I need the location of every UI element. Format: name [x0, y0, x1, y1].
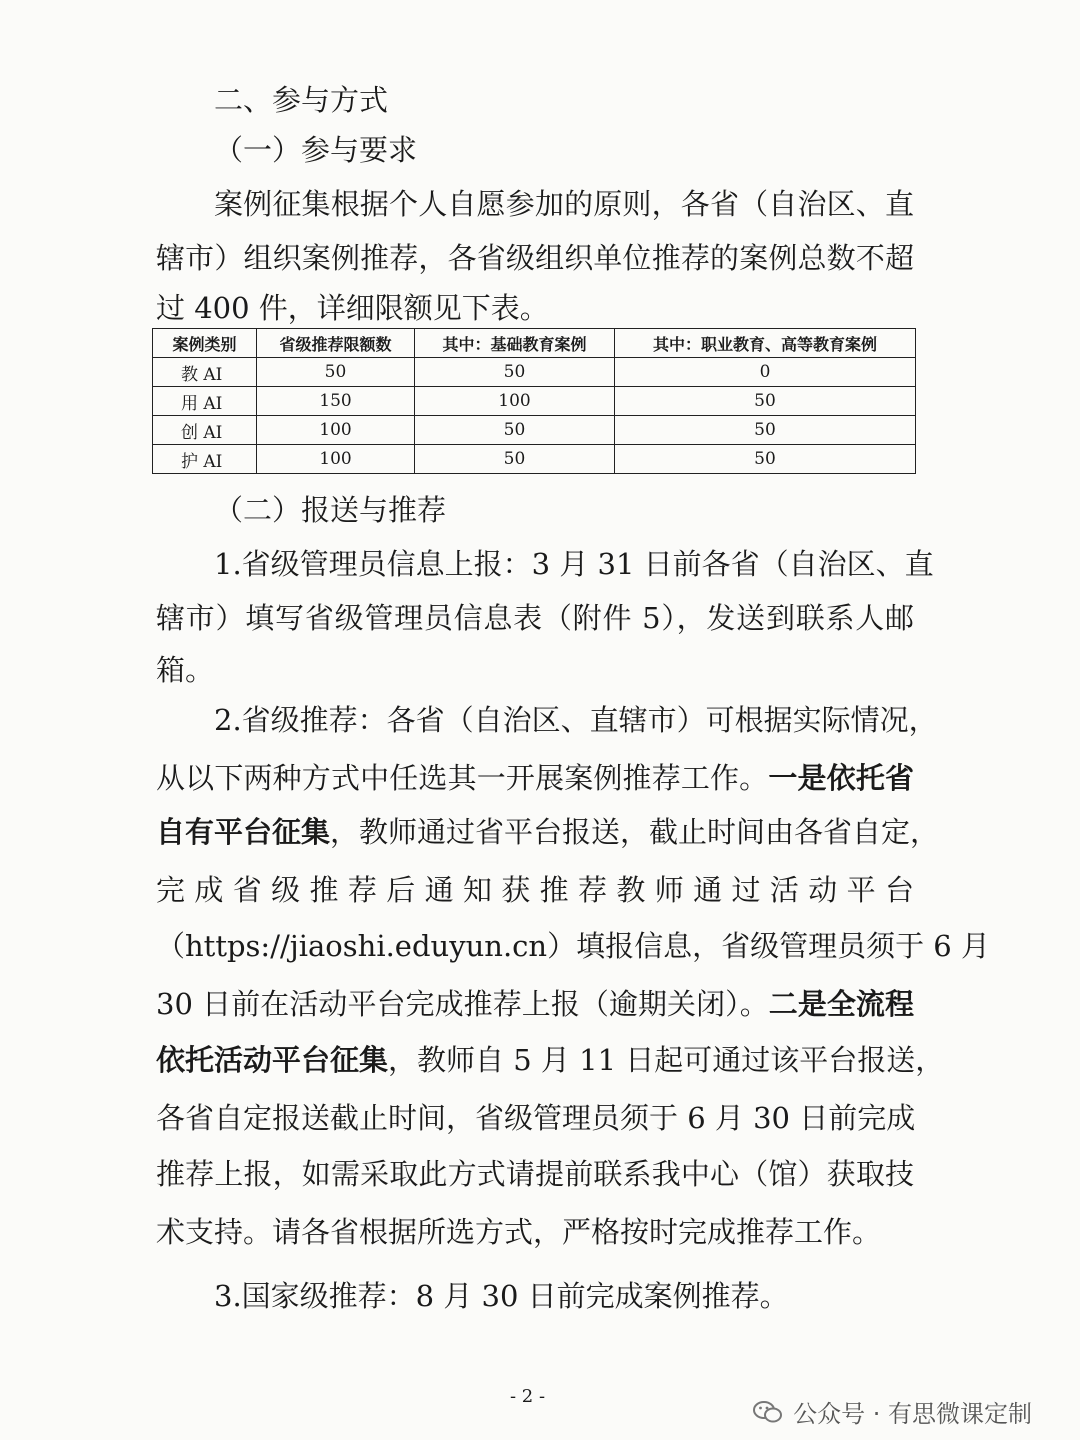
- paragraph-line: 推荐上报，如需采取此方式请提前联系我中心（馆）获取技: [156, 1157, 914, 1191]
- table-cell: 50: [415, 358, 615, 387]
- table-header-row: [153, 329, 916, 358]
- table-cell: 50: [615, 445, 916, 474]
- table-row: [153, 416, 916, 445]
- subsection-heading-requirements: （一）参与要求: [214, 133, 418, 167]
- table-cell: 教 AI: [153, 358, 257, 387]
- table-cell: 150: [257, 387, 415, 416]
- table-cell: 50: [615, 387, 916, 416]
- paragraph-line: 案例征集根据个人自愿参加的原则，各省（自治区、直: [214, 187, 914, 221]
- paragraph-line: 30 日前在活动平台完成推荐上报（逾期关闭）。二是全流程: [156, 987, 914, 1021]
- page-number: - 2 -: [510, 1386, 546, 1407]
- table-cell: 100: [257, 445, 415, 474]
- paragraph-line: 各省自定报送截止时间，省级管理员须于 6 月 30 日前完成: [156, 1101, 916, 1135]
- paragraph-line: 自有平台征集，教师通过省平台报送，截止时间由各省自定，: [156, 815, 940, 849]
- paragraph-line: 箱。: [156, 653, 215, 687]
- wechat-icon: [753, 1400, 783, 1424]
- table-cell: 100: [257, 416, 415, 445]
- paragraph-line: 从以下两种方式中任选其一开展案例推荐工作。一是依托省: [156, 761, 914, 795]
- table-row: [153, 358, 916, 387]
- table-cell: 50: [615, 416, 916, 445]
- table-cell: 用 AI: [153, 387, 257, 416]
- paragraph-line: 3.国家级推荐：8 月 30 日前完成案例推荐。: [214, 1279, 789, 1313]
- table-row: [153, 445, 916, 474]
- table-cell: 护 AI: [153, 445, 257, 474]
- table-cell: 50: [415, 445, 615, 474]
- watermark-text: 公众号 · 有思微课定制: [793, 1400, 1032, 1428]
- table-header-cell: 其中：基础教育案例: [415, 329, 615, 358]
- table-cell: 0: [615, 358, 916, 387]
- table-cell: 100: [415, 387, 615, 416]
- paragraph-line: 依托活动平台征集，教师自 5 月 11 日起可通过该平台报送，: [156, 1043, 945, 1077]
- quota-table: [152, 328, 916, 474]
- paragraph-line: （https://jiaoshi.eduyun.cn）填报信息，省级管理员须于 6 月: [156, 929, 990, 963]
- paragraph-line: 过 400 件，详细限额见下表。: [156, 291, 549, 325]
- paragraph-line: 完成省级推荐后通知获推荐教师通过活动平台: [156, 873, 914, 907]
- watermark: [753, 1394, 1032, 1429]
- paragraph-line: 2.省级推荐：各省（自治区、直辖市）可根据实际情况，: [214, 703, 938, 737]
- paragraph-line: 辖市）组织案例推荐，各省级组织单位推荐的案例总数不超: [156, 241, 914, 275]
- table-header-cell: 其中：职业教育、高等教育案例: [615, 329, 916, 358]
- paragraph-line: 1.省级管理员信息上报：3 月 31 日前各省（自治区、直: [214, 547, 934, 581]
- table-header-cell: 案例类别: [153, 329, 257, 358]
- table-cell: 创 AI: [153, 416, 257, 445]
- paragraph-line: 术支持。请各省根据所选方式，严格按时完成推荐工作。: [156, 1215, 882, 1249]
- table-cell: 50: [415, 416, 615, 445]
- subsection-heading-submission: （二）报送与推荐: [214, 493, 447, 527]
- section-heading: 二、参与方式: [214, 83, 389, 117]
- table-header-cell: 省级推荐限额数: [257, 329, 415, 358]
- table-cell: 50: [257, 358, 415, 387]
- paragraph-line: 辖市）填写省级管理员信息表（附件 5），发送到联系人邮: [156, 601, 914, 635]
- table-row: [153, 387, 916, 416]
